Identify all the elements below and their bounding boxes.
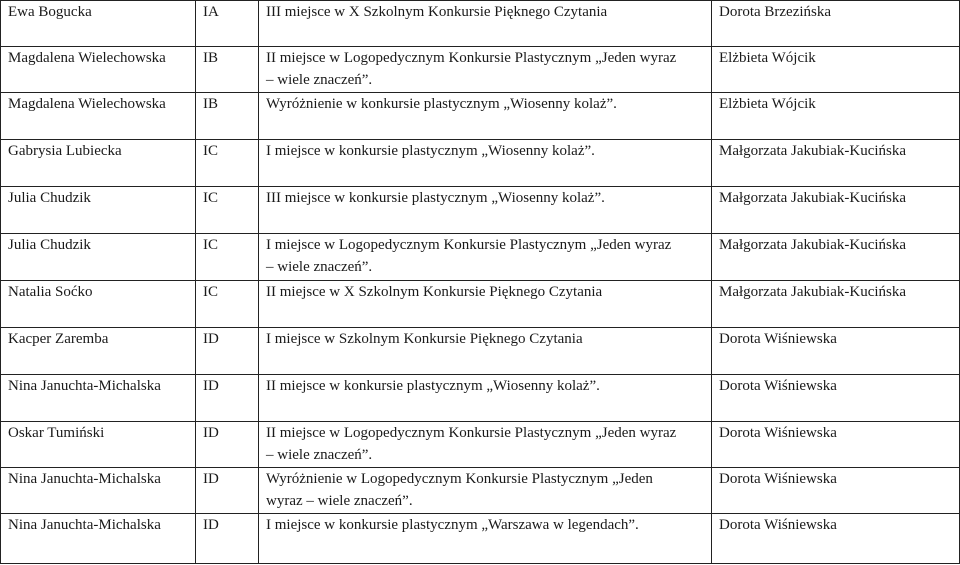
award-line: II miejsce w X Szkolnym Konkursie Pięknego Czytania [266, 284, 603, 300]
award-line: – wiele znaczeń”. [266, 447, 373, 463]
award-line: I miejsce w Logopedycznym Konkursie Plastycznym „Jeden wyraz [266, 237, 672, 253]
class-cell: IC [196, 281, 259, 328]
teacher-cell: Małgorzata Jakubiak-Kucińska [712, 140, 960, 187]
student-name-cell: Magdalena Wielechowska [1, 93, 196, 140]
student-name-cell: Ewa Bogucka [1, 1, 196, 47]
award-cell [259, 468, 712, 514]
class-cell: ID [196, 328, 259, 375]
table-row [1, 234, 960, 281]
table-row [1, 375, 960, 422]
student-name-cell: Kacper Zaremba [1, 328, 196, 375]
award-line: II miejsce w Logopedycznym Konkursie Plastycznym „Jeden wyraz [266, 425, 677, 441]
teacher-cell: Dorota Wiśniewska [712, 375, 960, 422]
teacher-cell: Dorota Wiśniewska [712, 468, 960, 514]
table-row [1, 187, 960, 234]
table-row [1, 140, 960, 187]
award-cell [259, 140, 712, 187]
class-cell: ID [196, 375, 259, 422]
table-row [1, 328, 960, 375]
award-cell [259, 514, 712, 564]
award-cell [259, 93, 712, 140]
table-row [1, 514, 960, 564]
teacher-cell: Dorota Brzezińska [712, 1, 960, 47]
award-cell [259, 328, 712, 375]
award-line: – wiele znaczeń”. [266, 72, 373, 88]
award-line: Wyróżnienie w konkursie plastycznym „Wiosenny kolaż”. [266, 96, 617, 112]
award-line: I miejsce w konkursie plastycznym „Warszawa w legendach”. [266, 517, 639, 533]
class-cell: ID [196, 422, 259, 468]
award-cell [259, 1, 712, 47]
award-cell [259, 422, 712, 468]
award-line: II miejsce w Logopedycznym Konkursie Plastycznym „Jeden wyraz [266, 50, 677, 66]
table-row [1, 93, 960, 140]
teacher-cell: Elżbieta Wójcik [712, 47, 960, 93]
teacher-cell: Małgorzata Jakubiak-Kucińska [712, 234, 960, 281]
student-name-cell: Magdalena Wielechowska [1, 47, 196, 93]
award-line: – wiele znaczeń”. [266, 259, 373, 275]
class-cell: ID [196, 514, 259, 564]
award-line: III miejsce w konkursie plastycznym „Wiosenny kolaż”. [266, 190, 605, 206]
class-cell: IC [196, 234, 259, 281]
student-name-cell: Nina Januchta-Michalska [1, 375, 196, 422]
award-line: I miejsce w konkursie plastycznym „Wiosenny kolaż”. [266, 143, 595, 159]
student-name-cell: Julia Chudzik [1, 187, 196, 234]
teacher-cell: Dorota Wiśniewska [712, 514, 960, 564]
award-line: II miejsce w konkursie plastycznym „Wiosenny kolaż”. [266, 378, 600, 394]
teacher-cell: Małgorzata Jakubiak-Kucińska [712, 281, 960, 328]
teacher-cell: Małgorzata Jakubiak-Kucińska [712, 187, 960, 234]
class-cell: IB [196, 93, 259, 140]
class-cell: IC [196, 187, 259, 234]
award-line: wyraz – wiele znaczeń”. [266, 493, 413, 509]
table-row [1, 468, 960, 514]
table-row [1, 422, 960, 468]
class-cell: IB [196, 47, 259, 93]
student-name-cell: Oskar Tumiński [1, 422, 196, 468]
teacher-cell: Elżbieta Wójcik [712, 93, 960, 140]
student-name-cell: Gabrysia Lubiecka [1, 140, 196, 187]
teacher-cell: Dorota Wiśniewska [712, 422, 960, 468]
student-name-cell: Nina Januchta-Michalska [1, 468, 196, 514]
student-name-cell: Nina Januchta-Michalska [1, 514, 196, 564]
award-line: III miejsce w X Szkolnym Konkursie Pięknego Czytania [266, 4, 608, 20]
student-name-cell: Natalia Soćko [1, 281, 196, 328]
award-cell [259, 281, 712, 328]
student-name-cell: Julia Chudzik [1, 234, 196, 281]
table-row [1, 1, 960, 47]
award-line: I miejsce w Szkolnym Konkursie Pięknego Czytania [266, 331, 583, 347]
award-cell [259, 234, 712, 281]
award-cell [259, 375, 712, 422]
award-cell [259, 47, 712, 93]
teacher-cell: Dorota Wiśniewska [712, 328, 960, 375]
award-line: Wyróżnienie w Logopedycznym Konkursie Plastycznym „Jeden [266, 471, 653, 487]
table-row [1, 281, 960, 328]
table-row [1, 47, 960, 93]
class-cell: ID [196, 468, 259, 514]
class-cell: IA [196, 1, 259, 47]
class-cell: IC [196, 140, 259, 187]
award-cell [259, 187, 712, 234]
